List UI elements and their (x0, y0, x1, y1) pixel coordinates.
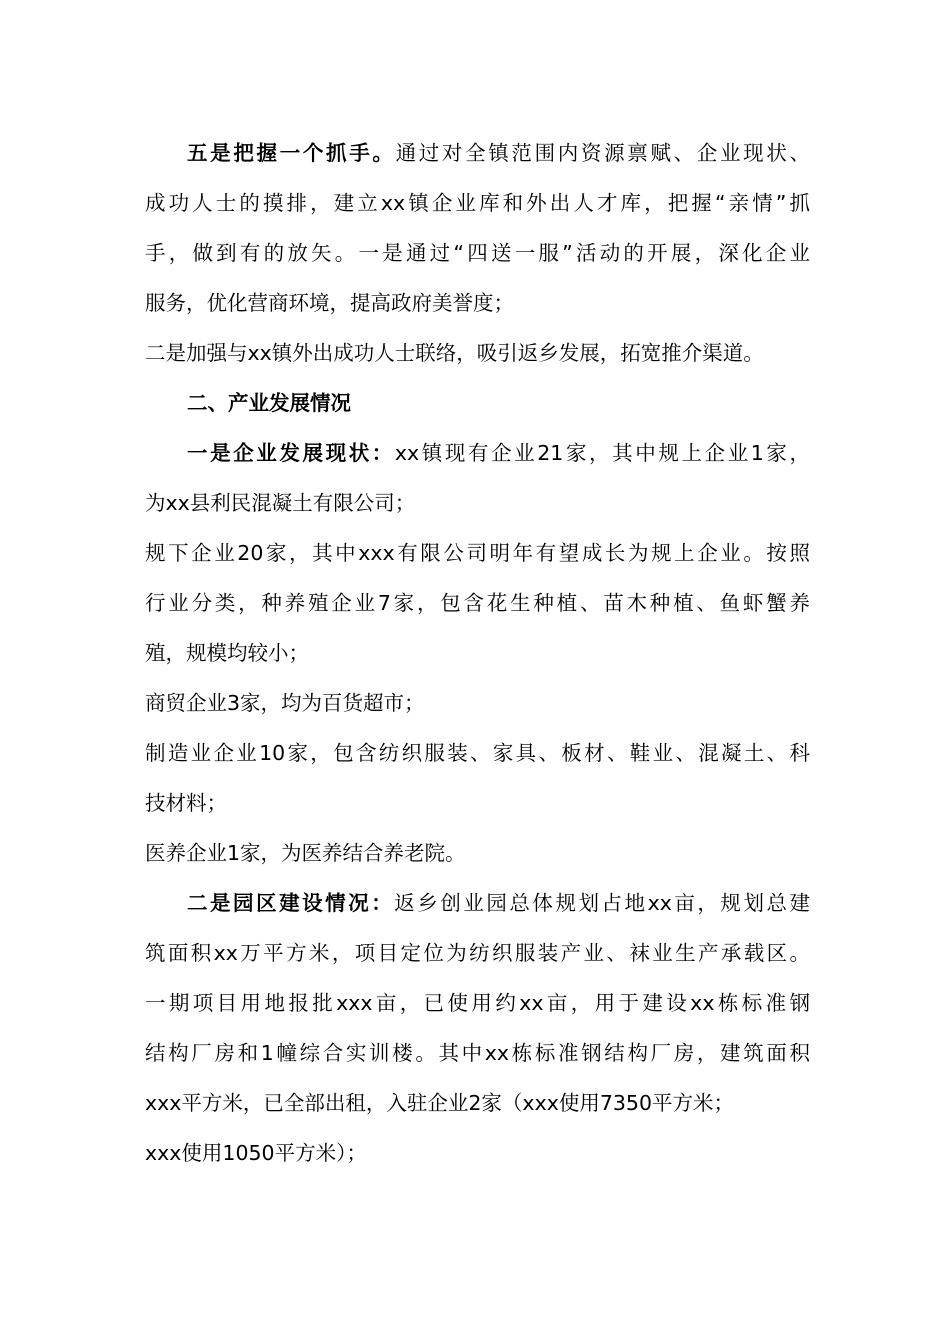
paragraph-line (145, 878, 810, 928)
paragraph-line (145, 428, 810, 478)
paragraph-line: 二是加强与xx镇外出成功人士联络，吸引返乡发展，拓宽推介渠道。 (145, 341, 764, 365)
paragraph-lead: 二是园区建设情况： (187, 891, 395, 915)
paragraph-text: 返乡创业园总体规划占地xx亩，规划总建 (394, 891, 811, 915)
paragraph-line: 手，做到有的放矢。一是通过“四送一服”活动的开展，深化企业 (145, 241, 810, 265)
paragraph-line: 服务，优化营商环境，提高政府美誉度； (145, 291, 514, 315)
section-heading: 二、产业发展情况 (187, 391, 351, 415)
paragraph-lead: 五是把握一个抓手。 (187, 141, 396, 165)
paragraph-line: 为xx县利民混凝土有限公司； (145, 491, 416, 515)
paragraph-line: 一期项目用地报批xxx亩，已使用约xx亩，用于建设xx栋标准钢 (145, 991, 810, 1015)
paragraph-text: xx镇现有企业21家，其中规上企业1家， (394, 441, 810, 465)
paragraph-line: xxx使用1050平方米）； (145, 1141, 367, 1165)
paragraph-line: 筑面积xx万平方米，项目定位为纺织服装产业、袜业生产承载区。 (145, 941, 810, 965)
paragraph-line: xxx平方米，已全部出租，入驻企业2家（xxx使用7350平方米； (145, 1091, 735, 1115)
paragraph-lead: 一是企业发展现状： (187, 441, 395, 465)
paragraph-line (145, 128, 810, 178)
paragraph-line: 商贸企业3家，均为百货超市； (145, 691, 425, 715)
paragraph-text: 通过对全镇范围内资源禀赋、企业现状、 (395, 141, 811, 165)
paragraph-line: 规下企业20家，其中xxx有限公司明年有望成长为规上企业。按照 (145, 541, 810, 565)
paragraph-line: 行业分类，种养殖企业7家，包含花生种植、苗木种植、鱼虾蟹养 (145, 591, 810, 615)
paragraph-line: 成功人士的摸排，建立xx镇企业库和外出人才库，把握“亲情”抓 (145, 191, 810, 215)
paragraph-line: 结构厂房和1幢综合实训楼。其中xx栋标准钢结构厂房，建筑面积 (145, 1041, 810, 1065)
paragraph-line: 技材料； (145, 791, 227, 815)
paragraph-line: 制造业企业10家，包含纺织服装、家具、板材、鞋业、混凝土、科 (145, 741, 810, 765)
document-body (145, 128, 810, 1178)
paragraph-line: 医养企业1家，为医养结合养老院。 (145, 841, 466, 865)
paragraph-line: 殖，规模均较小； (145, 641, 309, 665)
